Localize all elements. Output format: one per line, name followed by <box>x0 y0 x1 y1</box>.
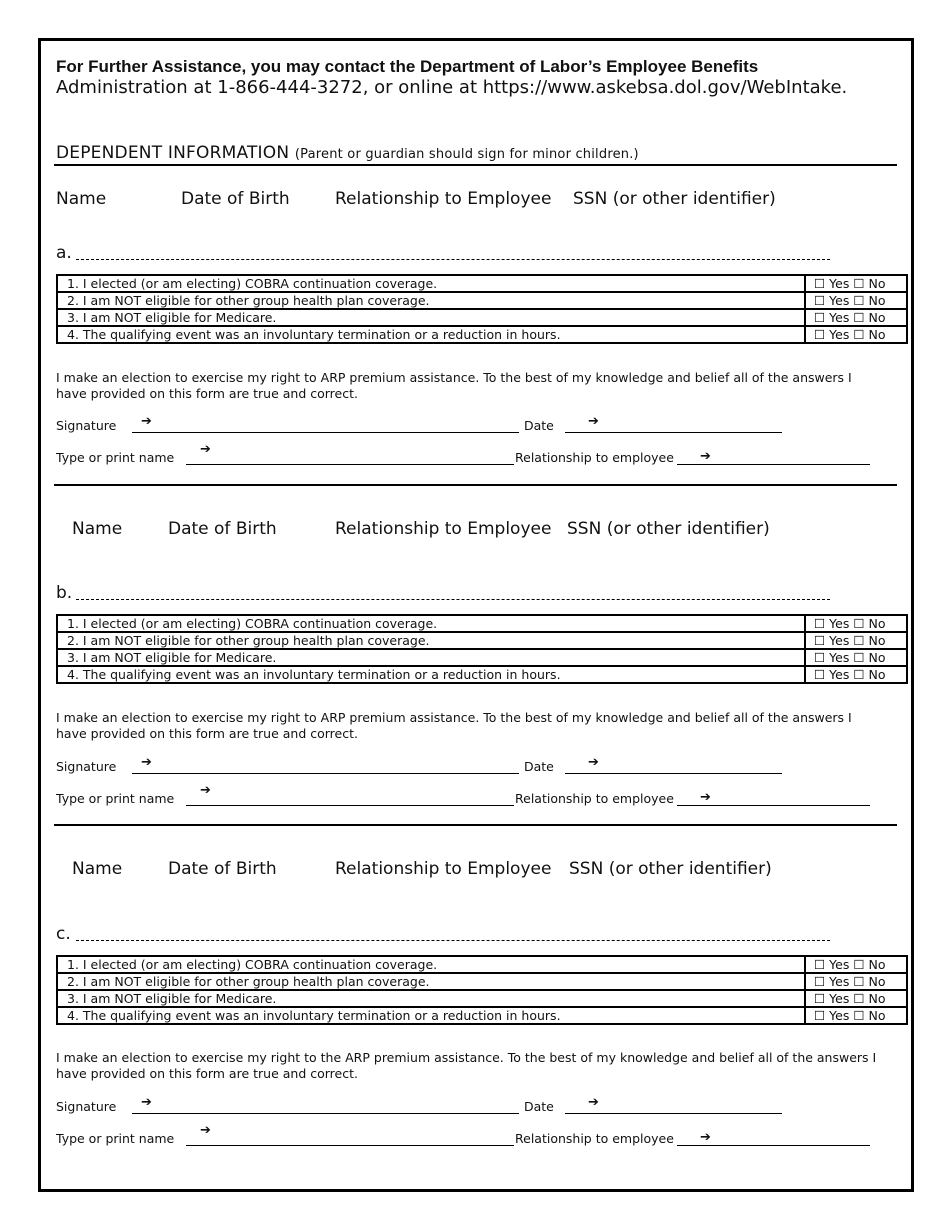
table-row <box>57 973 907 990</box>
relationship-field[interactable] <box>677 464 870 465</box>
relationship-field[interactable] <box>677 805 870 806</box>
yes-no-checkbox[interactable]: ☐ Yes ☐ No <box>805 649 907 666</box>
section-title-text: DEPENDENT INFORMATION <box>56 143 290 163</box>
signature-label: Signature <box>56 1099 117 1114</box>
signature-label: Signature <box>56 418 117 433</box>
section-divider <box>54 484 897 486</box>
dependent-info-field[interactable] <box>76 599 830 600</box>
section-subtitle: (Parent or guardian should sign for minor children.) <box>294 147 639 162</box>
question-text: 4. The qualifying event was an involuntary termination or a reduction in hours. <box>57 1007 805 1024</box>
print-name-label: Type or print name <box>56 1131 175 1146</box>
date-field[interactable] <box>565 432 782 433</box>
column-dob: Date of Birth <box>168 519 277 539</box>
yes-no-checkbox[interactable]: ☐ Yes ☐ No <box>805 615 907 632</box>
question-text: 4. The qualifying event was an involuntary termination or a reduction in hours. <box>57 666 805 683</box>
date-label: Date <box>524 1099 554 1114</box>
print-name-label: Type or print name <box>56 450 175 465</box>
yes-no-checkbox[interactable]: ☐ Yes ☐ No <box>805 666 907 683</box>
signature-field[interactable] <box>132 1113 519 1114</box>
question-text: 3. I am NOT eligible for Medicare. <box>57 990 805 1007</box>
arrow-icon: ➔ <box>200 1123 211 1138</box>
date-label: Date <box>524 418 554 433</box>
table-row <box>57 666 907 683</box>
question-text: 3. I am NOT eligible for Medicare. <box>57 309 805 326</box>
column-relationship: Relationship to Employee <box>335 189 552 209</box>
date-field[interactable] <box>565 773 782 774</box>
table-row <box>57 990 907 1007</box>
table-row <box>57 649 907 666</box>
assistance-header-line1: For Further Assistance, you may contact the Department of Labor’s Employee Benefits <box>56 57 759 76</box>
column-relationship: Relationship to Employee <box>335 519 552 539</box>
yes-no-checkbox[interactable]: ☐ Yes ☐ No <box>805 632 907 649</box>
table-row <box>57 275 907 292</box>
column-name: Name <box>72 859 123 879</box>
yes-no-checkbox[interactable]: ☐ Yes ☐ No <box>805 309 907 326</box>
eligibility-table <box>56 274 908 344</box>
table-row <box>57 292 907 309</box>
question-text: 1. I elected (or am electing) COBRA continuation coverage. <box>57 275 805 292</box>
arrow-icon: ➔ <box>200 442 211 457</box>
section-title <box>56 143 639 163</box>
signature-field[interactable] <box>132 432 519 433</box>
column-name: Name <box>56 189 107 209</box>
date-field[interactable] <box>565 1113 782 1114</box>
dependent-letter: a. <box>56 243 72 263</box>
table-row <box>57 615 907 632</box>
date-label: Date <box>524 759 554 774</box>
yes-no-checkbox[interactable]: ☐ Yes ☐ No <box>805 956 907 973</box>
assistance-header-line2: Administration at 1-866-444-3272, or online at https://www.askebsa.dol.gov/WebIntake. <box>56 77 848 98</box>
print-name-field[interactable] <box>186 805 514 806</box>
yes-no-checkbox[interactable]: ☐ Yes ☐ No <box>805 990 907 1007</box>
yes-no-checkbox[interactable]: ☐ Yes ☐ No <box>805 326 907 343</box>
yes-no-checkbox[interactable]: ☐ Yes ☐ No <box>805 292 907 309</box>
arrow-icon: ➔ <box>141 755 152 770</box>
election-statement: I make an election to exercise my right to ARP premium assistance. To the best of my knowledge and belief all of the answers I have provided on this form are true and correct. <box>56 370 852 401</box>
signature-field[interactable] <box>132 773 519 774</box>
relationship-label: Relationship to employee <box>515 791 674 806</box>
section-divider <box>54 824 897 826</box>
arrow-icon: ➔ <box>588 755 599 770</box>
arrow-icon: ➔ <box>700 449 711 464</box>
dependent-letter: b. <box>56 583 73 603</box>
arrow-icon: ➔ <box>141 414 152 429</box>
arrow-icon: ➔ <box>200 783 211 798</box>
dependent-info-field[interactable] <box>76 940 830 941</box>
yes-no-checkbox[interactable]: ☐ Yes ☐ No <box>805 973 907 990</box>
print-name-field[interactable] <box>186 464 514 465</box>
column-relationship: Relationship to Employee <box>335 859 552 879</box>
table-row <box>57 326 907 343</box>
arrow-icon: ➔ <box>588 1095 599 1110</box>
dependent-letter: c. <box>56 924 71 944</box>
yes-no-checkbox[interactable]: ☐ Yes ☐ No <box>805 1007 907 1024</box>
print-name-field[interactable] <box>186 1145 514 1146</box>
arrow-icon: ➔ <box>700 790 711 805</box>
eligibility-table <box>56 955 908 1025</box>
arrow-icon: ➔ <box>588 414 599 429</box>
relationship-label: Relationship to employee <box>515 450 674 465</box>
table-row <box>57 956 907 973</box>
arrow-icon: ➔ <box>141 1095 152 1110</box>
column-ssn: SSN (or other identifier) <box>567 519 770 539</box>
section-rule <box>54 164 897 166</box>
print-name-label: Type or print name <box>56 791 175 806</box>
table-row <box>57 309 907 326</box>
column-name: Name <box>72 519 123 539</box>
question-text: 3. I am NOT eligible for Medicare. <box>57 649 805 666</box>
column-dob: Date of Birth <box>181 189 290 209</box>
question-text: 4. The qualifying event was an involuntary termination or a reduction in hours. <box>57 326 805 343</box>
eligibility-table <box>56 614 908 684</box>
question-text: 2. I am NOT eligible for other group health plan coverage. <box>57 292 805 309</box>
question-text: 2. I am NOT eligible for other group health plan coverage. <box>57 632 805 649</box>
election-statement: I make an election to exercise my right to ARP premium assistance. To the best of my knowledge and belief all of the answers I have provided on this form are true and correct. <box>56 710 852 741</box>
relationship-field[interactable] <box>677 1145 870 1146</box>
question-text: 2. I am NOT eligible for other group health plan coverage. <box>57 973 805 990</box>
column-ssn: SSN (or other identifier) <box>569 859 772 879</box>
relationship-label: Relationship to employee <box>515 1131 674 1146</box>
column-ssn: SSN (or other identifier) <box>573 189 776 209</box>
table-row <box>57 632 907 649</box>
election-statement: I make an election to exercise my right to the ARP premium assistance. To the best of my knowledge and belief all of the answers I have provided on this form are true and correct. <box>56 1050 877 1081</box>
signature-label: Signature <box>56 759 117 774</box>
table-row <box>57 1007 907 1024</box>
column-dob: Date of Birth <box>168 859 277 879</box>
arrow-icon: ➔ <box>700 1130 711 1145</box>
question-text: 1. I elected (or am electing) COBRA continuation coverage. <box>57 956 805 973</box>
dependent-info-field[interactable] <box>76 259 830 260</box>
question-text: 1. I elected (or am electing) COBRA continuation coverage. <box>57 615 805 632</box>
yes-no-checkbox[interactable]: ☐ Yes ☐ No <box>805 275 907 292</box>
